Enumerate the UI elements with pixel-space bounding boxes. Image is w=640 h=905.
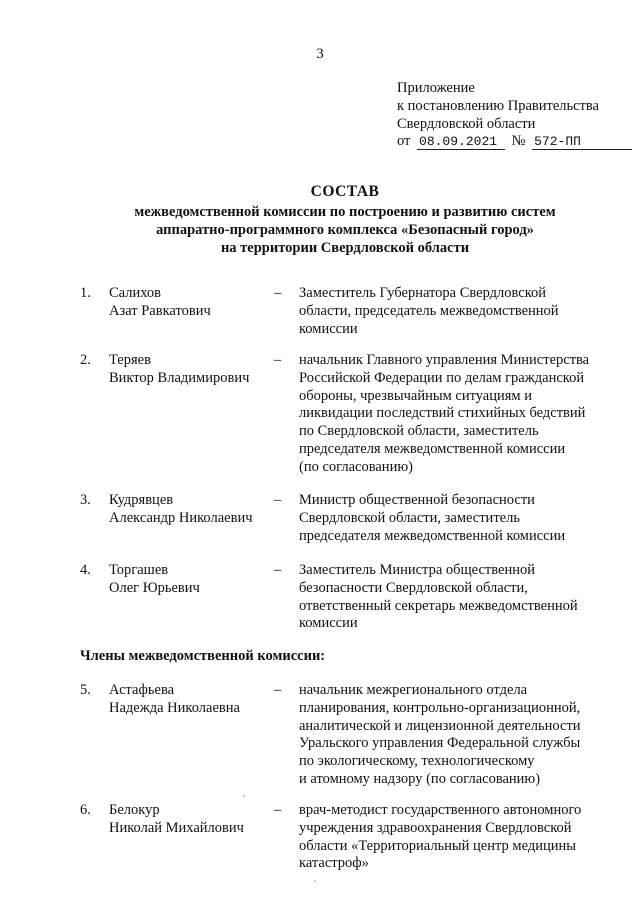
appendix-dateline xyxy=(397,133,637,151)
member-role-line: Свердловской области, заместитель xyxy=(299,509,520,526)
member-role-line: (по согласованию) xyxy=(299,458,413,475)
member-number: 1. xyxy=(80,285,91,301)
member-role-line: Уральского управления Федеральной службы xyxy=(299,735,581,752)
member-role-line: обороны, чрезвычайным ситуациям и xyxy=(299,387,532,404)
member-role-line: области, председатель межведомственной xyxy=(299,302,559,319)
member-role-line: по экологическому, технологическому xyxy=(299,753,535,770)
decree-number: 572-ПП xyxy=(532,134,632,150)
member-role-line: председателя межведомственной комиссии xyxy=(299,527,566,544)
member-surname: Торгашев xyxy=(109,562,169,578)
member-given-name: Николай Михайлович xyxy=(109,819,244,836)
member-surname: Белокур xyxy=(109,802,160,818)
member-name xyxy=(109,802,282,838)
member-role-line: ликвидации последствий стихийных бедствий xyxy=(299,405,586,422)
member-dash: – xyxy=(274,285,282,301)
member-role-line: области «Территориальный центр медицины xyxy=(299,837,576,854)
member-number: 6. xyxy=(80,802,91,818)
member-role-line: учреждения здравоохранения Свердловской xyxy=(299,819,572,836)
member-given-name: Виктор Владимирович xyxy=(109,369,250,386)
member-role xyxy=(299,562,617,633)
member-number: 4. xyxy=(80,562,91,578)
member-given-name: Александр Николаевич xyxy=(109,509,253,526)
member-surname: Кудрявцев xyxy=(109,492,174,508)
member-dash: – xyxy=(274,562,282,578)
member-surname: Теряев xyxy=(109,352,151,368)
member-role-line: Российской Федерации по делам гражданской xyxy=(299,369,585,386)
member-dash: – xyxy=(274,682,282,698)
member-name xyxy=(109,285,282,321)
scan-speck xyxy=(243,795,245,797)
member-number: 2. xyxy=(80,352,91,368)
member-role-line: ответственный секретарь межведомственной xyxy=(299,597,578,614)
member-role-line: аналитической и лицензионной деятельности xyxy=(299,717,581,734)
member-role-line: врач-методист государственного автономного xyxy=(299,802,582,818)
member-role-line: и атомному надзору (по согласованию) xyxy=(299,770,541,787)
member-role-line: комиссии xyxy=(299,320,358,337)
member-dash: – xyxy=(274,802,282,818)
member-number: 3. xyxy=(80,492,91,508)
member-role-line: катастроф» xyxy=(299,855,369,872)
title-heading: СОСТАВ xyxy=(310,183,380,200)
appendix-line-2: к постановлению Правительства xyxy=(397,97,599,114)
title-line-2: аппаратно-программного комплекса «Безопасный город» xyxy=(156,221,534,238)
member-role-line: Заместитель Губернатора Свердловской xyxy=(299,285,547,301)
member-name xyxy=(109,562,282,598)
members-heading: Члены межведомственной комиссии: xyxy=(80,648,326,664)
member-role xyxy=(299,352,617,477)
member-role xyxy=(299,802,617,873)
appendix-line-1: Приложение xyxy=(397,80,475,96)
appendix-line-3: Свердловской области xyxy=(397,115,536,132)
decree-date: 08.09.2021 xyxy=(417,134,505,150)
member-given-name: Олег Юрьевич xyxy=(109,579,200,596)
member-name xyxy=(109,352,282,388)
member-role-line: председателя межведомственной комиссии xyxy=(299,440,566,457)
member-role xyxy=(299,492,617,545)
member-role-line: по Свердловской области, заместитель xyxy=(299,423,539,440)
scan-speck xyxy=(314,880,316,882)
page-number: 3 xyxy=(316,46,324,62)
member-role-line: безопасности Свердловской области, xyxy=(299,579,528,596)
member-name xyxy=(109,682,282,718)
number-prefix: № xyxy=(511,133,526,150)
member-given-name: Азат Равкатович xyxy=(109,302,211,319)
date-prefix: от xyxy=(397,133,411,150)
member-surname: Астафьева xyxy=(109,682,175,698)
member-dash: – xyxy=(274,492,282,508)
member-role-line: начальник межрегионального отдела xyxy=(299,682,528,698)
member-role-line: комиссии xyxy=(299,615,358,632)
title-line-1: межведомственной комиссии по построению и развитию систем xyxy=(134,203,556,220)
member-name xyxy=(109,492,282,528)
member-role-line: планирования, контрольно-организационной, xyxy=(299,699,581,716)
appendix-block xyxy=(397,80,637,151)
member-surname: Салихов xyxy=(109,285,162,301)
document-title xyxy=(80,183,610,257)
title-line-3: на территории Свердловской области xyxy=(220,239,470,256)
member-dash: – xyxy=(274,352,282,368)
member-role xyxy=(299,682,617,789)
member-role-line: Министр общественной безопасности xyxy=(299,492,535,508)
member-number: 5. xyxy=(80,682,91,698)
member-given-name: Надежда Николаевна xyxy=(109,699,240,716)
member-role-line: начальник Главного управления Министерства xyxy=(299,352,590,368)
member-role xyxy=(299,285,617,338)
member-role-line: Заместитель Министра общественной xyxy=(299,562,535,578)
